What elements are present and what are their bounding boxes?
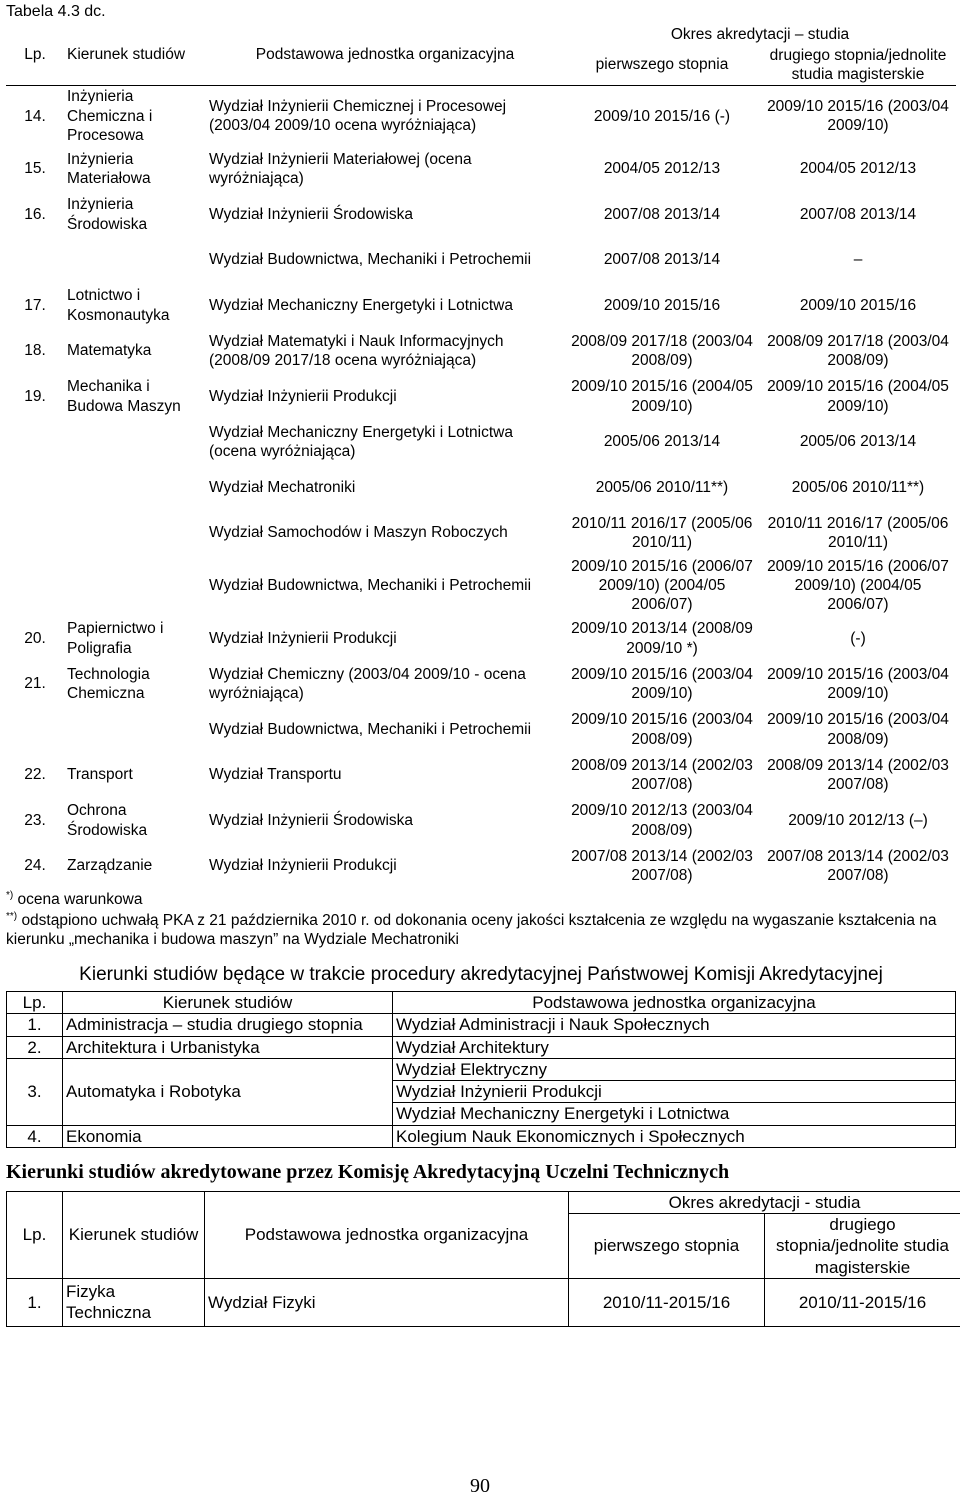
footnote-1 — [6, 890, 956, 910]
cell-drugiego: 2009/10 2015/16 (2004/05 2009/10) — [760, 374, 956, 420]
cell-kierunek: Inżynieria Środowiska — [64, 192, 206, 238]
cell-drugiego: 2005/06 2010/11**) — [760, 465, 956, 511]
footnote-2-mark: **) — [6, 911, 17, 922]
cell-jednostka: Wydział Inżynierii Materiałowej (ocena wyróżniająca) — [206, 146, 564, 192]
cell-kierunek: Technologia Chemiczna — [64, 661, 206, 707]
cell-lp — [6, 707, 64, 753]
cell-lp — [6, 237, 64, 283]
table-row — [6, 328, 956, 374]
cell-kierunek: Administracja – studia drugiego stopnia — [63, 1014, 393, 1036]
cell-pierwszego: 2005/06 2010/11**) — [564, 465, 760, 511]
cell-jednostka: Wydział Samochodów i Maszyn Roboczych — [206, 510, 564, 556]
table-row — [6, 510, 956, 556]
cell-pierwszego: 2010/11 2016/17 (2005/06 2010/11) — [564, 510, 760, 556]
cell-drugiego: 2009/10 2012/13 (–) — [760, 798, 956, 844]
t2-header-lp: Lp. — [7, 992, 63, 1014]
table-row — [7, 1036, 956, 1058]
cell-lp: 16. — [6, 192, 64, 238]
cell-jednostka: Wydział Inżynierii Produkcji — [206, 843, 564, 889]
cell-jednostka: Kolegium Nauk Ekonomicznych i Społecznych — [393, 1125, 956, 1147]
cell-pierwszego: 2009/10 2012/13 (2003/04 2008/09) — [564, 798, 760, 844]
cell-drugiego: 2005/06 2013/14 — [760, 419, 956, 465]
cell-jednostka: Wydział Inżynierii Produkcji — [393, 1081, 956, 1103]
table-row — [7, 1058, 956, 1080]
cell-kierunek — [64, 465, 206, 511]
cell-kierunek: Ekonomia — [63, 1125, 393, 1147]
table-row — [6, 556, 956, 616]
cell-kierunek — [64, 419, 206, 465]
cell-jednostka: Wydział Budownictwa, Mechaniki i Petrochemii — [206, 556, 564, 616]
header-kierunek: Kierunek studiów — [64, 25, 206, 86]
table-row — [6, 798, 956, 844]
cell-drugiego: 2009/10 2015/16 (2003/04 2009/10) — [760, 86, 956, 147]
cell-jednostka: Wydział Chemiczny (2003/04 2009/10 - ocena wyróżniająca) — [206, 661, 564, 707]
cell-pierwszego: 2010/11-2015/16 — [569, 1278, 765, 1326]
cell-kierunek — [64, 510, 206, 556]
cell-jednostka: Wydział Matematyki i Nauk Informacyjnych (2008/09 2017/18 ocena wyróżniająca) — [206, 328, 564, 374]
cell-kierunek: Transport — [64, 752, 206, 798]
cell-lp — [6, 419, 64, 465]
document-page — [6, 0, 956, 1327]
cell-lp: 17. — [6, 283, 64, 329]
header-drugiego: drugiego stopnia/jednolite studia magisterskie — [760, 45, 956, 86]
cell-pierwszego: 2009/10 2015/16 (-) — [564, 86, 760, 147]
cell-jednostka: Wydział Mechaniczny Energetyki i Lotnictwa — [206, 283, 564, 329]
table-row — [6, 419, 956, 465]
t2-header-kierunek: Kierunek studiów — [63, 992, 393, 1014]
t3-header-jednostka: Podstawowa jednostka organizacyjna — [205, 1191, 569, 1278]
header-jednostka: Podstawowa jednostka organizacyjna — [206, 25, 564, 86]
cell-drugiego: 2010/11 2016/17 (2005/06 2010/11) — [760, 510, 956, 556]
cell-kierunek: Fizyka Techniczna — [63, 1278, 205, 1326]
cell-pierwszego: 2007/08 2013/14 (2002/03 2007/08) — [564, 843, 760, 889]
cell-lp: 21. — [6, 661, 64, 707]
cell-drugiego: 2007/08 2013/14 — [760, 192, 956, 238]
cell-lp: 22. — [6, 752, 64, 798]
cell-pierwszego: 2009/10 2015/16 (2003/04 2009/10) — [564, 661, 760, 707]
cell-kierunek — [64, 237, 206, 283]
cell-drugiego: 2008/09 2013/14 (2002/03 2007/08) — [760, 752, 956, 798]
cell-drugiego: 2007/08 2013/14 (2002/03 2007/08) — [760, 843, 956, 889]
cell-jednostka: Wydział Administracji i Nauk Społecznych — [393, 1014, 956, 1036]
cell-lp: 1. — [7, 1278, 63, 1326]
cell-pierwszego: 2009/10 2015/16 (2006/07 2009/10) (2004/05 2006/07) — [564, 556, 760, 616]
cell-kierunek: Zarządzanie — [64, 843, 206, 889]
table-row — [6, 192, 956, 238]
cell-kierunek: Ochrona Środowiska — [64, 798, 206, 844]
cell-jednostka: Wydział Mechaniczny Energetyki i Lotnictwa — [393, 1103, 956, 1125]
cell-drugiego: 2010/11-2015/16 — [765, 1278, 960, 1326]
table-row — [6, 616, 956, 662]
kaut-table — [6, 1191, 960, 1327]
cell-lp — [6, 556, 64, 616]
cell-jednostka: Wydział Inżynierii Chemicznej i Procesowej (2003/04 2009/10 ocena wyróżniająca) — [206, 86, 564, 147]
cell-kierunek: Papiernictwo i Poligrafia — [64, 616, 206, 662]
cell-jednostka: Wydział Inżynierii Produkcji — [206, 616, 564, 662]
cell-pierwszego: 2009/10 2015/16 (2004/05 2009/10) — [564, 374, 760, 420]
footnote-2 — [6, 911, 956, 950]
table-row — [7, 1125, 956, 1147]
cell-jednostka: Wydział Budownictwa, Mechaniki i Petrochemii — [206, 237, 564, 283]
table-row — [6, 661, 956, 707]
cell-lp: 23. — [6, 798, 64, 844]
table-row — [6, 752, 956, 798]
cell-kierunek: Automatyka i Robotyka — [63, 1058, 393, 1125]
header-pierwszego: pierwszego stopnia — [564, 45, 760, 86]
table-row — [7, 1278, 960, 1326]
section-title-kaut: Kierunki studiów akredytowane przez Komisję Akredytacyjną Uczelni Technicznych — [6, 1160, 956, 1185]
table-row — [6, 465, 956, 511]
cell-drugiego: – — [760, 237, 956, 283]
t3-header-kierunek: Kierunek studiów — [63, 1191, 205, 1278]
cell-jednostka: Wydział Architektury — [393, 1036, 956, 1058]
cell-pierwszego: 2008/09 2017/18 (2003/04 2008/09) — [564, 328, 760, 374]
cell-pierwszego: 2009/10 2015/16 (2003/04 2008/09) — [564, 707, 760, 753]
pka-procedure-table — [6, 991, 956, 1148]
cell-kierunek — [64, 707, 206, 753]
cell-jednostka: Wydział Elektryczny — [393, 1058, 956, 1080]
cell-lp: 20. — [6, 616, 64, 662]
section-title-pka: Kierunki studiów będące w trakcie procedury akredytacyjnej Państwowej Komisji Akredytacyjnej — [6, 963, 956, 987]
t3-header-pierwszego: pierwszego stopnia — [569, 1214, 765, 1279]
t3-header-okres: Okres akredytacji - studia — [569, 1191, 960, 1213]
table-row — [6, 237, 956, 283]
cell-lp: 19. — [6, 374, 64, 420]
cell-pierwszego: 2009/10 2013/14 (2008/09 2009/10 *) — [564, 616, 760, 662]
cell-kierunek — [64, 556, 206, 616]
cell-lp — [6, 465, 64, 511]
cell-kierunek: Inżynieria Materiałowa — [64, 146, 206, 192]
header-lp: Lp. — [6, 25, 64, 86]
table-row — [6, 86, 956, 147]
cell-lp: 1. — [7, 1014, 63, 1036]
cell-kierunek: Architektura i Urbanistyka — [63, 1036, 393, 1058]
t2-header-jednostka: Podstawowa jednostka organizacyjna — [393, 992, 956, 1014]
cell-jednostka: Wydział Mechaniczny Energetyki i Lotnictwa (ocena wyróżniająca) — [206, 419, 564, 465]
cell-pierwszego: 2004/05 2012/13 — [564, 146, 760, 192]
cell-drugiego: 2009/10 2015/16 (2003/04 2008/09) — [760, 707, 956, 753]
cell-drugiego: 2004/05 2012/13 — [760, 146, 956, 192]
accreditation-table — [6, 25, 956, 889]
table-row — [6, 843, 956, 889]
footnote-1-text: ocena warunkowa — [18, 891, 143, 908]
cell-kierunek: Mechanika i Budowa Maszyn — [64, 374, 206, 420]
t3-header-drugiego: drugiego stopnia/jednolite studia magisterskie — [765, 1214, 960, 1279]
footnote-2-text: odstąpiono uchwałą PKA z 21 października 2010 r. od dokonania oceny jakości kształcenia ze względu na wygaszanie kształcenia na kierunku „mechanika i budowa maszyn” na Wydziale Mechatroniki — [6, 912, 937, 948]
cell-jednostka: Wydział Inżynierii Produkcji — [206, 374, 564, 420]
cell-lp — [6, 510, 64, 556]
cell-pierwszego: 2009/10 2015/16 — [564, 283, 760, 329]
cell-lp: 24. — [6, 843, 64, 889]
cell-lp: 2. — [7, 1036, 63, 1058]
t3-header-lp: Lp. — [7, 1191, 63, 1278]
cell-jednostka: Wydział Inżynierii Środowiska — [206, 798, 564, 844]
table-caption: Tabela 4.3 dc. — [6, 2, 956, 22]
cell-drugiego: 2009/10 2015/16 — [760, 283, 956, 329]
cell-pierwszego: 2005/06 2013/14 — [564, 419, 760, 465]
cell-lp: 18. — [6, 328, 64, 374]
table-row — [7, 1014, 956, 1036]
header-okres: Okres akredytacji – studia — [564, 25, 956, 45]
cell-lp: 4. — [7, 1125, 63, 1147]
table-row — [6, 146, 956, 192]
cell-jednostka: Wydział Fizyki — [205, 1278, 569, 1326]
cell-jednostka: Wydział Inżynierii Środowiska — [206, 192, 564, 238]
cell-pierwszego: 2007/08 2013/14 — [564, 237, 760, 283]
cell-lp: 14. — [6, 86, 64, 147]
cell-pierwszego: 2008/09 2013/14 (2002/03 2007/08) — [564, 752, 760, 798]
table-row — [6, 707, 956, 753]
cell-drugiego: 2009/10 2015/16 (2003/04 2009/10) — [760, 661, 956, 707]
cell-drugiego: 2008/09 2017/18 (2003/04 2008/09) — [760, 328, 956, 374]
cell-jednostka: Wydział Mechatroniki — [206, 465, 564, 511]
cell-drugiego: 2009/10 2015/16 (2006/07 2009/10) (2004/05 2006/07) — [760, 556, 956, 616]
cell-jednostka: Wydział Transportu — [206, 752, 564, 798]
page-number: 90 — [0, 1474, 960, 1499]
table-row — [6, 283, 956, 329]
cell-jednostka: Wydział Budownictwa, Mechaniki i Petrochemii — [206, 707, 564, 753]
cell-kierunek: Matematyka — [64, 328, 206, 374]
cell-pierwszego: 2007/08 2013/14 — [564, 192, 760, 238]
cell-kierunek: Inżynieria Chemiczna i Procesowa — [64, 86, 206, 147]
cell-lp: 15. — [6, 146, 64, 192]
footnote-1-mark: *) — [6, 890, 13, 901]
cell-lp: 3. — [7, 1058, 63, 1125]
cell-drugiego: (-) — [760, 616, 956, 662]
cell-kierunek: Lotnictwo i Kosmonautyka — [64, 283, 206, 329]
table-row — [6, 374, 956, 420]
